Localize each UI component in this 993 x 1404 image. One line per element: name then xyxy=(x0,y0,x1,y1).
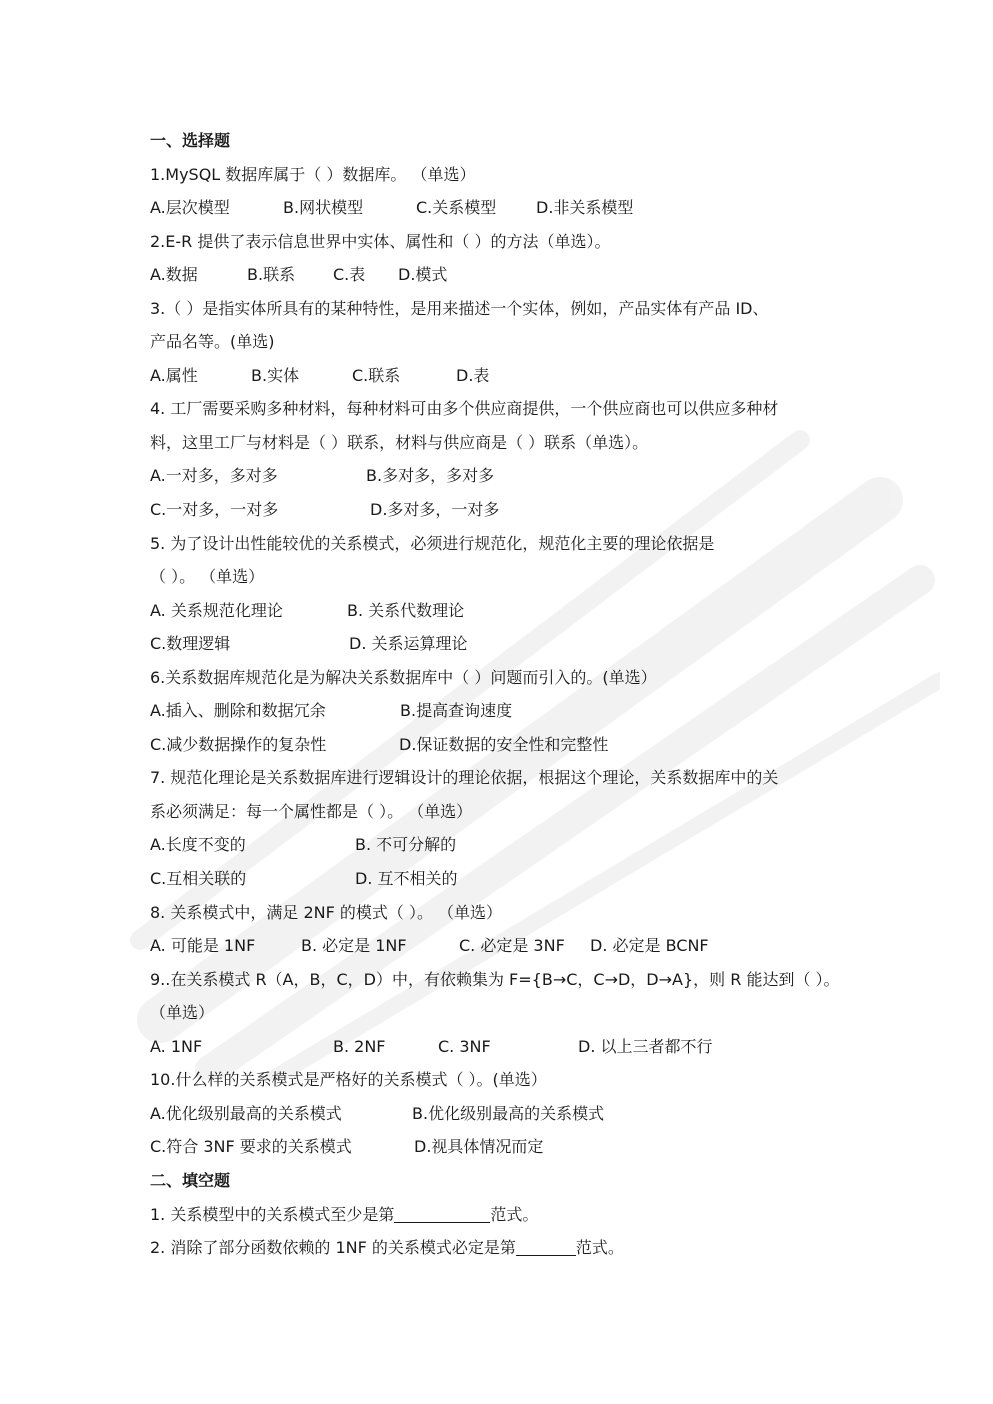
option-a: A.优化级别最高的关系模式 xyxy=(150,1103,342,1123)
option-c: C.一对多，一对多 xyxy=(150,500,279,520)
option-d: D.多对多，一对多 xyxy=(370,500,500,520)
option-b: B.提高查询速度 xyxy=(400,701,513,721)
question-1-options xyxy=(150,191,870,225)
fill-question-1-suffix: 范式。 xyxy=(490,1204,539,1224)
question-7-options-row-1 xyxy=(150,828,870,862)
option-d: D. 以上三者都不行 xyxy=(578,1036,713,1056)
option-c: C.符合 3NF 要求的关系模式 xyxy=(150,1137,352,1157)
option-c: C. 3NF xyxy=(438,1036,491,1056)
question-9-stem-line-2: （单选） xyxy=(150,1003,215,1023)
question-6-options-row-1 xyxy=(150,694,870,728)
option-a: A.长度不变的 xyxy=(150,835,246,855)
option-c: C.联系 xyxy=(352,365,401,385)
option-d: D. 必定是 BCNF xyxy=(590,936,709,956)
section-heading-choice: 一、选择题 xyxy=(150,131,231,150)
question-5-options-row-2 xyxy=(150,627,870,661)
question-5-options-row-1 xyxy=(150,594,870,628)
question-10-options-row-1 xyxy=(150,1097,870,1131)
option-d: D.保证数据的安全性和完整性 xyxy=(399,734,609,754)
question-7-stem-line-2: 系必须满足：每一个属性都是（ ）。 （单选） xyxy=(150,801,473,821)
option-d: D.非关系模型 xyxy=(536,198,634,218)
option-d: D.表 xyxy=(456,365,490,385)
option-d: D. 关系运算理论 xyxy=(349,634,468,654)
fill-question-2-text: 2. 消除了部分函数依赖的 1NF 的关系模式必定是第 xyxy=(150,1238,516,1258)
option-b: B.多对多，多对多 xyxy=(366,466,495,486)
question-7-stem-line-1: 7. 规范化理论是关系数据库进行逻辑设计的理论依据，根据这个理论，关系数据库中的关 xyxy=(150,768,779,788)
question-2-options xyxy=(150,258,870,292)
question-7-options-row-2 xyxy=(150,862,870,896)
option-b: B. 2NF xyxy=(333,1036,386,1056)
question-10-options-row-2 xyxy=(150,1130,870,1164)
option-a: A.属性 xyxy=(150,365,198,385)
question-8-options xyxy=(150,929,870,963)
question-9-stem-line-1: 9..在关系模式 R（A，B，C，D）中，有依赖集为 F={B→C，C→D，D→A}，则 R 能达到（ ）。 xyxy=(150,969,840,989)
option-a: A.插入、删除和数据冗余 xyxy=(150,701,326,721)
option-d: D. 互不相关的 xyxy=(355,869,458,889)
option-a: A. 可能是 1NF xyxy=(150,936,256,956)
section-heading-fill: 二、填空题 xyxy=(150,1170,231,1190)
question-6-stem: 6.关系数据库规范化是为解决关系数据库中（ ）问题而引入的。(单选） xyxy=(150,667,657,687)
question-1-stem: 1.MySQL 数据库属于（ ）数据库。 （单选） xyxy=(150,164,476,184)
option-a: A.层次模型 xyxy=(150,198,230,218)
question-4-options-row-2 xyxy=(150,493,870,527)
fill-question-2-suffix: 范式。 xyxy=(575,1238,624,1258)
question-5-stem-line-2: （ ）。 （单选） xyxy=(150,567,265,587)
fill-question-1 xyxy=(150,1198,870,1232)
question-9-options xyxy=(150,1030,870,1064)
question-3-stem-line-2: 产品名等。(单选) xyxy=(150,332,275,352)
option-a: A.一对多，多对多 xyxy=(150,466,278,486)
option-d: D.模式 xyxy=(398,265,448,285)
question-6-options-row-2 xyxy=(150,728,870,762)
option-c: C.关系模型 xyxy=(416,198,497,218)
question-5-stem-line-1: 5. 为了设计出性能较优的关系模式，必须进行规范化，规范化主要的理论依据是 xyxy=(150,533,715,553)
option-b: B.网状模型 xyxy=(283,198,364,218)
question-sheet xyxy=(150,124,870,1265)
option-b: B.优化级别最高的关系模式 xyxy=(412,1103,605,1123)
option-c: C.互相关联的 xyxy=(150,869,247,889)
fill-question-1-text: 1. 关系模型中的关系模式至少是第 xyxy=(150,1204,395,1224)
option-c: C. 必定是 3NF xyxy=(459,936,565,956)
question-4-stem-line-2: 料，这里工厂与材料是（ ）联系，材料与供应商是（ ）联系（单选）。 xyxy=(150,432,649,452)
answer-blank xyxy=(394,1204,490,1223)
option-a: A. 关系规范化理论 xyxy=(150,600,283,620)
question-10-stem: 10.什么样的关系模式是严格好的关系模式（ ）。(单选） xyxy=(150,1070,547,1090)
option-b: B.实体 xyxy=(251,365,300,385)
question-3-options xyxy=(150,359,870,393)
option-b: B.联系 xyxy=(247,265,296,285)
fill-question-2 xyxy=(150,1231,870,1265)
answer-blank xyxy=(516,1237,576,1256)
question-4-stem-line-1: 4. 工厂需要采购多种材料，每种材料可由多个供应商提供，一个供应商也可以供应多种材 xyxy=(150,399,779,419)
question-3-stem-line-1: 3.（ ）是指实体所具有的某种特性，是用来描述一个实体，例如，产品实体有产品 ID、 xyxy=(150,298,769,318)
question-2-stem: 2.E-R 提供了表示信息世界中实体、属性和（ ）的方法（单选）。 xyxy=(150,231,611,251)
option-d: D.视具体情况而定 xyxy=(414,1137,544,1157)
option-c: C.数理逻辑 xyxy=(150,634,231,654)
option-b: B. 不可分解的 xyxy=(355,835,457,855)
option-a: A.数据 xyxy=(150,265,198,285)
option-c: C.表 xyxy=(333,265,366,285)
option-c: C.减少数据操作的复杂性 xyxy=(150,734,327,754)
option-b: B. 关系代数理论 xyxy=(347,600,465,620)
option-a: A. 1NF xyxy=(150,1036,203,1056)
question-8-stem: 8. 关系模式中，满足 2NF 的模式（ ）。 （单选） xyxy=(150,902,503,922)
question-4-options-row-1 xyxy=(150,459,870,493)
option-b: B. 必定是 1NF xyxy=(301,936,407,956)
